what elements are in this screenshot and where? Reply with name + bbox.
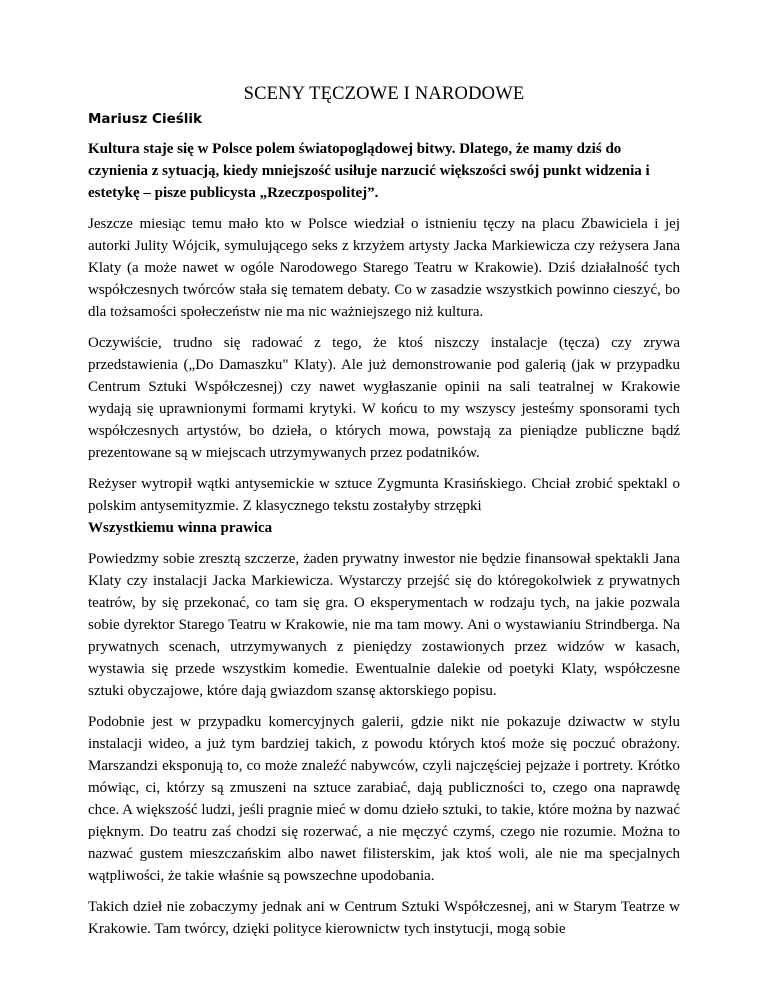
body-paragraph: Oczywiście, trudno się radować z tego, że ktoś niszczy instalacje (tęcza) czy zrywa przedstawienia („Do Damaszku" Klaty). Ale już demonstrowanie pod galerią (jak w przypadku Centrum Sztuki Współczesnej) czy nawet wygłaszanie opinii na sali teatralnej w Krakowie wydają się uprawnionymi formami krytyki. W końcu to my wszyscy jesteśmy sponsorami tych współczesnych artystów, bo dzieła, o których mowa, powstają za pieniądze publiczne bądź prezentowane są w miejscach utrzymywanych przez podatników. — [88, 335, 680, 461]
body-paragraph: Podobnie jest w przypadku komercyjnych galerii, gdzie nikt nie pokazuje dziwactw w stylu instalacji wideo, a już tym bardziej takich, z powodu których ktoś może się poczuć obrażony. Marszandzi eksponują to, co może znaleźć nabywców, czyli najczęściej pejzaże i portrety. Krótko mówiąc, ci, którzy są zmuszeni na sztuce zarabiać, dają publiczności to, czego ona naprawdę chce. A większość ludzi, jeśli pragnie mieć w domu dzieło sztuki, to takie, które można by nazwać pięknym. Do teatru zaś chodzi się rozerwać, a nie męczyć czymś, czego nie rozumie. Można to nazwać gustem mieszczańskim albo nawet filisterskim, jak ktoś woli, ale nie ma specjalnych wątpliwości, że takie właśnie są powszechne upodobania. — [88, 714, 680, 884]
body-paragraph-with-subheading — [88, 473, 680, 539]
section-subheading: Wszystkiemu winna prawica — [88, 520, 273, 536]
body-paragraph: Jeszcze miesiąc temu mało kto w Polsce wiedział o istnieniu tęczy na placu Zbawiciela i jej autorki Julity Wójcik, symulującego seks z krzyżem artysty Jacka Markiewicza czy reżysera Jana Klaty (a może nawet w ogóle Narodowego Starego Teatru w Krakowie). Dziś działalność tych współczesnych twórców stała się tematem debaty. Co w zasadzie wszystkich powinno cieszyć, bo dla tożsamości społeczeństw nie ma nic ważniejszego niż kultura. — [88, 216, 680, 320]
body-paragraph: Takich dzieł nie zobaczymy jednak ani w Centrum Sztuki Współczesnej, ani w Starym Teatrze w Krakowie. Tam twórcy, dzięki polityce kierownictw tych instytucji, mogą sobie — [88, 899, 680, 937]
author-name: Mariusz Cieślik — [88, 111, 202, 127]
body-paragraph-text: Reżyser wytropił wątki antysemickie w sztuce Zygmunta Krasińskiego. Chciał zrobić spektakl o polskim antysemityzmie. Z klasycznego tekstu zostałyby strzępki — [88, 476, 680, 514]
document-title: SCENY TĘCZOWE I NARODOWE — [243, 84, 525, 104]
lead-paragraph: Kultura staje się w Polsce polem światopoglądowej bitwy. Dlatego, że mamy dziś do czynienia z sytuacją, kiedy mniejszość usiłuje narzucić większości swój punkt widzenia i estetykę – pisze publicysta „Rzeczpospolitej”. — [88, 141, 650, 201]
body-paragraph: Powiedzmy sobie zresztą szczerze, żaden prywatny inwestor nie będzie finansował spektakli Jana Klaty czy instalacji Jacka Markiewicza. Wystarczy przejść się do któregokolwiek z prywatnych teatrów, by się przekonać, co tam się gra. O eksperymentach w rodzaju tych, na jakie pozwala sobie dyrektor Starego Teatru w Krakowie, nie ma tam mowy. Ani o wystawianiu Strindberga. Na prywatnych scenach, utrzymywanych z pieniędzy zostawionych przez widzów w kasach, wystawia się przede wszystkim komedie. Ewentualnie dalekie od poetyki Klaty, współczesne sztuki obyczajowe, które dają gwiazdom szansę aktorskiego popisu. — [88, 551, 680, 699]
article-body — [88, 138, 680, 949]
